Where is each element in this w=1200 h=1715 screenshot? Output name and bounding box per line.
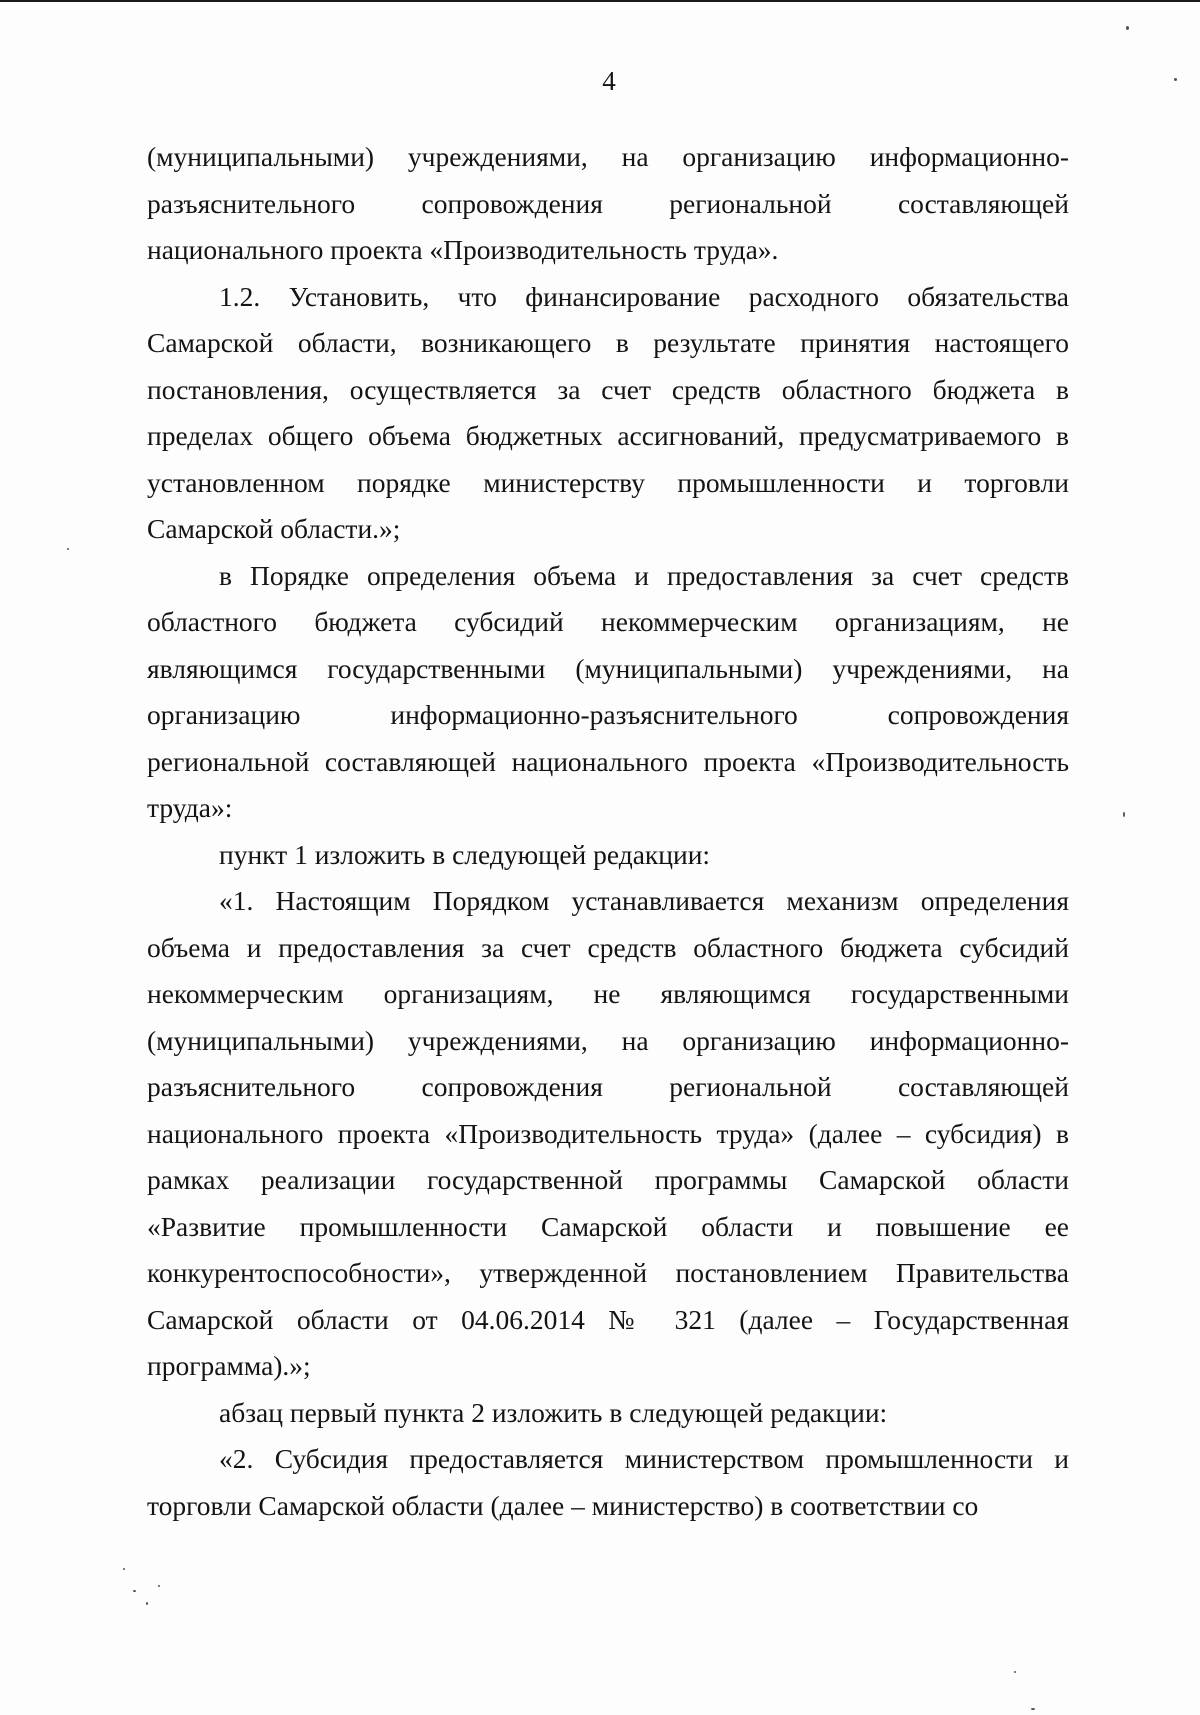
page-number: 4 — [602, 66, 616, 96]
scan-speck — [67, 548, 69, 550]
paragraph-item-2-instruction: абзац первый пункта 2 изложить в следующей редакции: — [219, 1396, 888, 1428]
scan-speck — [123, 1568, 125, 1570]
paragraph-item-2-text: «2. Субсидия предоставляется министерством промышленности и торговли Самарской области (далее – министерство) в соответствии со — [147, 1443, 1069, 1521]
paragraph-clause-1-2: 1.2. Установить, что финансирование расходного обязательства Самарской области, возникающего в результате принятия настоящего постановления, осуществляется за счет средств областного бюджета в пределах общего объема бюджетных ассигнований, предусматриваемого в установленном порядке министерству промышленности и торговли Самарской области.»; — [147, 280, 1069, 544]
paragraph-procedure-intro: в Порядке определения объема и предоставления за счет средств областного бюджета субсидий некоммерческим организациям, не являющимся государственными (муниципальными) учреждениями, на организацию информационно-разъяснительного сопровождения региональной составляющей национального проекта «Производительность труда»: — [147, 559, 1069, 823]
paragraph-item-1-instruction: пункт 1 изложить в следующей редакции: — [219, 838, 711, 870]
scan-top-edge — [0, 0, 1200, 2]
scan-speck — [1174, 78, 1177, 81]
scan-speck — [1014, 1671, 1016, 1673]
document-body — [147, 134, 1069, 1529]
scan-speck — [1123, 812, 1125, 817]
scan-speck — [1031, 1708, 1035, 1710]
scan-speck — [146, 1602, 148, 1605]
scan-speck — [158, 1585, 160, 1587]
paragraph-continuation: (муниципальными) учреждениями, на организацию информационно-разъяснительного сопровождения региональной составляющей национального проекта «Производительность труда». — [147, 141, 1069, 265]
paragraph-item-1-text: «1. Настоящим Порядком устанавливается механизм определения объема и предоставления за счет средств областного бюджета субсидий некоммерческим организациям, не являющимся государственными (муниципальными) учреждениями, на организацию информационно-разъяснительного сопровождения региональной составляющей национального проекта «Производительность труда» (далее – субсидия) в рамках реализации государственной программы Самарской области «Развитие промышленности Самарской области и повышение ее конкурентоспособности», утвержденной постановлением Правительства Самарской области от 04.06.2014 № 321 (далее – Государственная программа).»; — [147, 885, 1069, 1381]
scan-speck — [133, 1590, 136, 1592]
scan-speck — [1126, 26, 1129, 30]
